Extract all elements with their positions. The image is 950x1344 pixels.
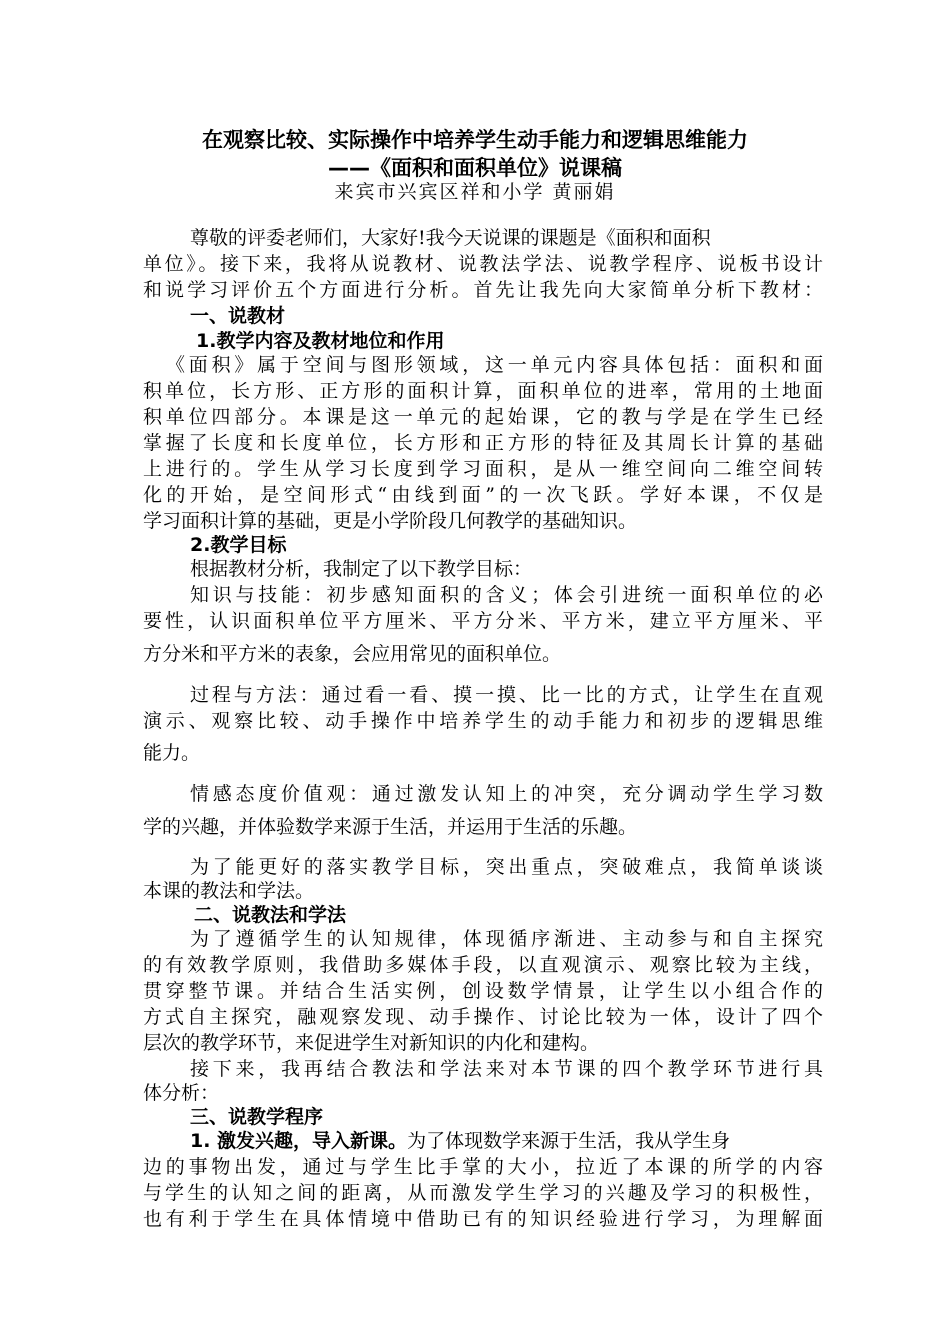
paragraph-line: 也有利于学生在具体情境中借助已有的知识经验进行学习，为理解面: [143, 1208, 823, 1230]
goal-process-line: 过程与方法：通过看一看、摸一摸、比一比的方式，让学生在直观: [190, 684, 823, 706]
paragraph-line: 体分析：: [143, 1082, 220, 1104]
intro-line: 单位》。接下来，我将从说教材、说教法学法、说教学程序、说板书设计: [143, 253, 823, 275]
paragraph-line: 与学生的认知之间的距离，从而激发学生学习的兴趣及学习的积极性，: [143, 1182, 823, 1204]
step1-first-line: [190, 1128, 823, 1154]
section-heading-methods: 二、说教法和学法: [194, 904, 347, 926]
paragraph-line: 根据教材分析，我制定了以下教学目标：: [190, 558, 533, 580]
goal-emotion-line: 情感态度价值观：通过激发认知上的冲突，充分调动学生学习数: [190, 783, 823, 805]
paragraph-line: 方式自主探究，融观察发现、动手操作、讨论比较为一体，设计了四个: [143, 1006, 823, 1028]
document-subtitle: ——《面积和面积单位》说课稿: [328, 156, 622, 180]
step1-text: 为了体现数学来源于生活，我从学生身: [407, 1130, 731, 1152]
author-line: 来宾市兴宾区祥和小学 黄丽娟: [334, 181, 616, 203]
paragraph-line: 层次的教学环节，来促进学生对新知识的内化和建构。: [143, 1032, 600, 1054]
document-title: 在观察比较、实际操作中培养学生动手能力和逻辑思维能力: [202, 128, 748, 152]
subheading-goals: 2.教学目标: [190, 534, 287, 556]
paragraph-line: 积单位，长方形、正方形的面积计算，面积单位的进率，常用的土地面: [143, 380, 823, 402]
paragraph-line: 积单位四部分。本课是这一单元的起始课，它的教与学是在学生已经: [143, 406, 823, 428]
intro-line: 尊敬的评委老师们，大家好!我今天说课的课题是《面积和面积: [190, 227, 711, 249]
goal-knowledge-line: 方分米和平方米的表象，会应用常见的面积单位。: [143, 643, 562, 665]
transition-line: 为了能更好的落实教学目标，突出重点，突破难点，我简单谈谈: [190, 856, 823, 878]
goal-process-line: 演示、观察比较、动手操作中培养学生的动手能力和初步的逻辑思维: [143, 710, 823, 732]
section-heading-procedure: 三、说教学程序: [190, 1106, 324, 1128]
paragraph-line: 接下来，我再结合教法和学法来对本节课的四个教学环节进行具: [190, 1058, 823, 1080]
transition-line: 本课的教法和学法。: [143, 880, 315, 902]
section-heading-materials: 一、说教材: [190, 305, 286, 327]
paragraph-line: 上进行的。学生从学习长度到学习面积，是从一维空间向二维空间转: [143, 458, 823, 480]
intro-line: 和说学习评价五个方面进行分析。首先让我先向大家简单分析下教材：: [143, 279, 823, 301]
goal-emotion-line: 学的兴趣，并体验数学来源于生活，并运用于生活的乐趣。: [143, 816, 638, 838]
paragraph-line: 为了遵循学生的认知规律，体现循序渐进、主动参与和自主探究: [190, 928, 823, 950]
step1-label: 1. 激发兴趣，导入新课。: [190, 1130, 408, 1152]
paragraph-line: 贯穿整节课。并结合生活实例，创设数学情景，让学生以小组合作的: [143, 980, 823, 1002]
paragraph-line: 化的开始，是空间形式“由线到面”的一次飞跃。学好本课，不仅是: [143, 484, 823, 506]
paragraph-line: 《面积》属于空间与图形领域，这一单元内容具体包括：面积和面: [166, 354, 823, 376]
paragraph-line: 的有效教学原则，我借助多媒体手段，以直观演示、观察比较为主线，: [143, 954, 823, 976]
paragraph-line: 学习面积计算的基础，更是小学阶段几何教学的基础知识。: [143, 510, 638, 532]
goal-knowledge-line: 要性，认识面积单位平方厘米、平方分米、平方米，建立平方厘米、平: [143, 610, 823, 632]
goal-knowledge-line: 知识与技能：初步感知面积的含义；体会引进统一面积单位的必: [190, 584, 823, 606]
paragraph-line: 边的事物出发，通过与学生比手掌的大小，拉近了本课的所学的内容: [143, 1156, 823, 1178]
goal-process-line: 能力。: [143, 742, 201, 764]
subheading-content: 1.教学内容及教材地位和作用: [196, 330, 445, 352]
paragraph-line: 掌握了长度和长度单位，长方形和正方形的特征及其周长计算的基础: [143, 432, 823, 454]
